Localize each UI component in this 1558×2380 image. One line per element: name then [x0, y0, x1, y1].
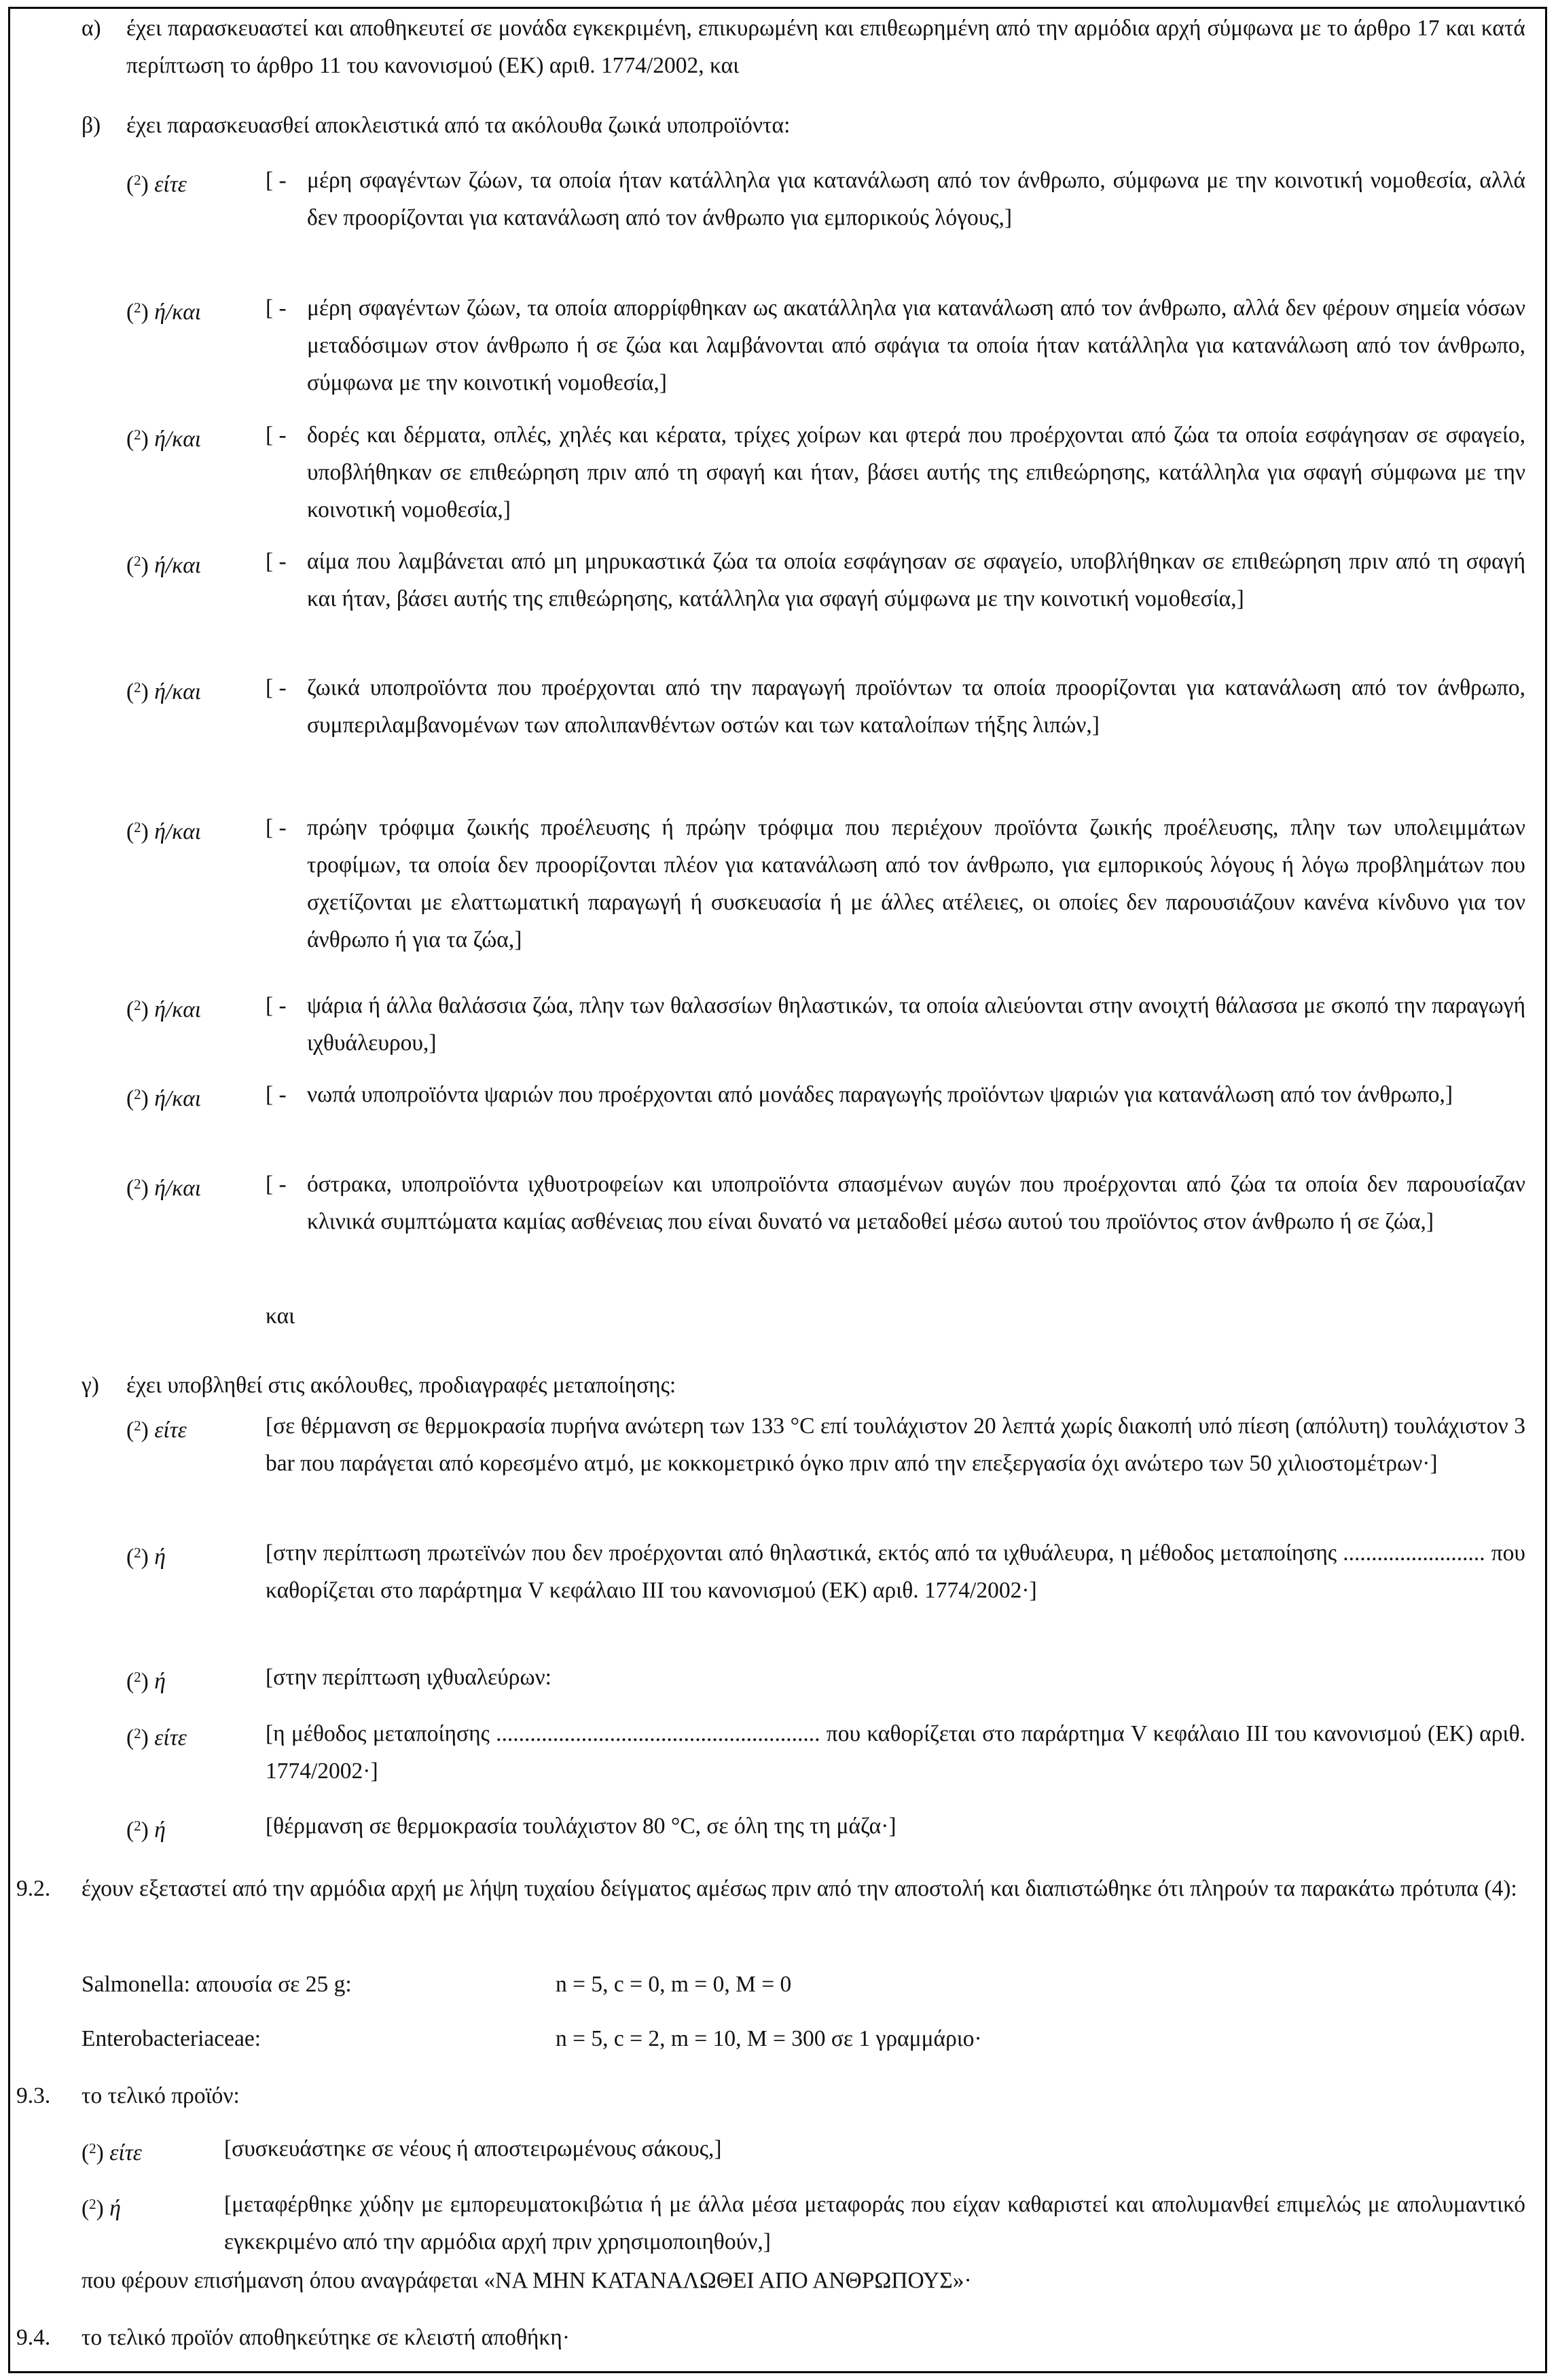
- section-9-3-footer: που φέρουν επισήμανση όπου αναγράφεται «ΝΑ ΜΗΝ ΚΑΤΑΝΑΛΩΘΕΙ ΑΠΟ ΑΝΘΡΩΠΟΥΣ»·: [81, 2268, 972, 2293]
- item-a-label: α): [81, 16, 101, 41]
- byproduct-item-text: μέρη σφαγέντων ζώων, τα οποία ήταν κατάλληλα για κατανάλωση από τον άνθρωπο, σύμφωνα με την κοινοτική νομοθεσία, αλλά δεν προορίζονται για κατανάλωση από τον άνθρωπο για εμπορικούς λόγους,]: [307, 168, 1525, 230]
- byproduct-item-text: δορές και δέρματα, οπλές, χηλές και κέρατα, τρίχες χοίρων και φτερά που προέρχονται από ζώα τα οποία εσφάγησαν σε σφαγείο, υποβλήθηκαν σε επιθεώρηση πριν από τη σφαγή και ήταν, βάσει αυτής της επιθεώρησης, κατάλληλα για σφαγή σύμφωνα με την κοινοτική νομοθεσία,]: [307, 422, 1525, 522]
- processing-item-text: [στην περίπτωση πρωτεϊνών που δεν προέρχονται από θηλαστικά, εκτός από τα ιχθυάλευρα, η μέθοδος μεταποίησης ......................... που καθορίζεται στο παράρτημα V κεφάλαιο III του κανονισμού (ΕΚ) αριθ. 1774/2002·]: [266, 1540, 1525, 1603]
- byproduct-item-bracket: [ -: [266, 1082, 287, 1107]
- enterobacteriaceae-name: Enterobacteriaceae:: [81, 2026, 261, 2051]
- footnote-ref: 2: [134, 997, 141, 1013]
- connector-word: είτε: [109, 2140, 142, 2165]
- processing-item-connector: ($^2$) ή: [126, 1818, 166, 1843]
- footnote-ref: 2: [134, 1418, 141, 1434]
- byproduct-item-connector: ($^2$) είτε: [126, 172, 187, 197]
- byproduct-item-bracket: [ -: [266, 549, 287, 574]
- byproduct-item-bracket: [ -: [266, 168, 287, 193]
- connector-word: ή: [154, 1818, 166, 1843]
- byproduct-item-bracket: [ -: [266, 815, 287, 840]
- connector-word: ή/και: [154, 300, 202, 325]
- section-9-3-text: το τελικό προϊόν:: [81, 2083, 240, 2108]
- byproduct-item-bracket: [ -: [266, 295, 287, 321]
- footnote-ref: 2: [134, 1086, 141, 1102]
- connector-word: ή: [154, 1545, 166, 1570]
- section-9-4-text: το τελικό προϊόν αποθηκεύτηκε σε κλειστή αποθήκη·: [81, 2325, 570, 2350]
- footnote-ref: 2: [134, 1818, 141, 1834]
- enterobacteriaceae-value: n = 5, c = 2, m = 10, M = 300 σε 1 γραμμάριο·: [556, 2026, 982, 2051]
- connector-word: ή/και: [154, 1176, 202, 1201]
- footnote-ref: 2: [89, 2140, 96, 2157]
- byproduct-item-connector: ($^2$) ή/και: [126, 1176, 202, 1201]
- byproduct-item-bracket: [ -: [266, 675, 287, 700]
- byproduct-item-connector: ($^2$) ή/και: [126, 997, 202, 1022]
- item-b-text: έχει παρασκευασθεί αποκλειστικά από τα ακόλουθα ζωικά υποπροϊόντα:: [126, 113, 791, 138]
- section-9-2-text: [81, 1870, 1525, 1907]
- packaging-item-connector: ($^2$) είτε: [81, 2140, 142, 2165]
- processing-item-connector: ($^2$) είτε: [126, 1725, 187, 1750]
- byproduct-item-bracket: [ -: [266, 422, 287, 448]
- connector-word: ή/και: [154, 1086, 202, 1111]
- byproduct-item-bracket: [ -: [266, 993, 287, 1018]
- byproduct-item-text: αίμα που λαμβάνεται από μη μηρυκαστικά ζώα τα οποία εσφάγησαν σε σφαγείο, υποβλήθηκαν σε επιθεώρηση πριν από τη σφαγή και ήταν, βάσει αυτής της επιθεώρησης, κατάλληλα για σφαγή σύμφωνα με την κοινοτική νομοθεσία,]: [307, 549, 1525, 611]
- and-connector: και: [266, 1303, 295, 1329]
- processing-item-text: [η μέθοδος μεταποίησης ......................................................... που καθορίζεται στο παράρτημα V κεφάλαιο III του κανονισμού (ΕΚ) αριθ. 1774/2002·]: [266, 1721, 1525, 1784]
- connector-word: είτε: [154, 172, 187, 197]
- byproduct-item-connector: ($^2$) ή/και: [126, 679, 202, 704]
- footnote-ref: 2: [134, 819, 141, 835]
- connector-word: ή/και: [154, 997, 202, 1022]
- footnote-ref: 2: [134, 679, 141, 696]
- footnote-ref: 2: [134, 172, 141, 188]
- footnote-ref: 2: [134, 1669, 141, 1685]
- byproduct-item-connector: ($^2$) ή/και: [126, 300, 202, 325]
- footnote-ref: 2: [89, 2196, 96, 2212]
- byproduct-item-connector: ($^2$) ή/και: [126, 427, 202, 452]
- byproduct-item-connector: ($^2$) ή/και: [126, 553, 202, 578]
- salmonella-name: Salmonella: απουσία σε 25 g:: [81, 1972, 352, 1997]
- connector-word: είτε: [154, 1418, 187, 1443]
- connector-word: ή/και: [154, 553, 202, 578]
- connector-word: ή/και: [154, 819, 202, 844]
- connector-word: είτε: [154, 1725, 187, 1750]
- item-a-text: έχει παρασκευαστεί και αποθηκευτεί σε μονάδα εγκεκριμένη, επικυρωμένη και επιθεωρημένη από την αρμόδια αρχή σύμφωνα με το άρθρο 17 και κατά περίπτωση το άρθρο 11 του κανονισμού (ΕΚ) αριθ. 1774/2002, και: [126, 16, 1525, 78]
- footnote-ref: 2: [134, 300, 141, 316]
- footnote-ref: 2: [134, 553, 141, 569]
- footnote-ref: 2: [134, 1725, 141, 1742]
- byproduct-item-text: νωπά υποπροϊόντα ψαριών που προέρχονται από μονάδες παραγωγής προϊόντων ψαριών για κατανάλωση από τον άνθρωπο,]: [307, 1082, 1453, 1107]
- item-c-label: γ): [81, 1373, 99, 1398]
- byproduct-item-text: μέρη σφαγέντων ζώων, τα οποία απορρίφθηκαν ως ακατάλληλα για κατανάλωση από τον άνθρωπο, αλλά δεν φέρουν σημεία νόσων μεταδόσιμων στον άνθρωπο ή σε ζώα και λαμβάνονται από σφάγια τα οποία ήταν κατάλληλα για κατανάλωση από τον άνθρωπο, σύμφωνα με την κοινοτική νομοθεσία,]: [307, 295, 1525, 395]
- byproduct-item-text: πρώην τρόφιμα ζωικής προέλευσης ή πρώην τρόφιμα που περιέχουν προϊόντα ζωικής προέλευσης, πλην των υπολειμμάτων τροφίμων, τα οποία δεν προορίζονται πλέον για κατανάλωση από τον άνθρωπο, για εμπορικούς λόγους ή λόγω προβλημάτων που σχετίζονται με ελαττωματική παραγωγή ή συσκευασία ή με άλλες ατέλειες, οι οποίες δεν παρουσιάζουν κανένα κίνδυνο για τον άνθρωπο ή για τα ζώα,]: [307, 815, 1525, 952]
- footnote-ref: 2: [134, 427, 141, 443]
- connector-word: ή/και: [154, 679, 202, 704]
- section-9-4-number: 9.4.: [16, 2325, 51, 2350]
- connector-word: ή: [109, 2196, 121, 2221]
- byproduct-item-connector: ($^2$) ή/και: [126, 819, 202, 844]
- processing-item-text: [σε θέρμανση σε θερμοκρασία πυρήνα ανώτερη των 133 °C επί τουλάχιστον 20 λεπτά χωρίς διακοπή υπό πίεση (απόλυτη) τουλάχιστον 3 bar που παράγεται από κορεσμένο ατμό, με κοκκομετρικό όγκο πριν από την επεξεργασία όχι ανώτερο των 50 χιλιοστομέτρων·]: [266, 1413, 1525, 1476]
- packaging-item-text: [μεταφέρθηκε χύδην με εμπορευματοκιβώτια ή με άλλα μέσα μεταφοράς που είχαν καθαριστεί και απολυμανθεί επιμελώς με απολυμαντικό εγκεκριμένο από την αρμόδια αρχή πριν χρησιμοποιηθούν,]: [224, 2192, 1525, 2254]
- byproduct-item-connector: ($^2$) ή/και: [126, 1086, 202, 1111]
- section-9-2-body: έχουν εξεταστεί από την αρμόδια αρχή με λήψη τυχαίου δείγματος αμέσως πριν από την αποστολή και διαπιστώθηκε ότι πληρούν τα παρακάτω πρότυπα (4):: [81, 1876, 1517, 1901]
- footnote-ref: 2: [134, 1545, 141, 1561]
- processing-item-connector: ($^2$) ή: [126, 1545, 166, 1570]
- processing-item-connector: ($^2$) ή: [126, 1669, 166, 1694]
- byproduct-item-text: ζωικά υποπροϊόντα που προέρχονται από την παραγωγή προϊόντων τα οποία προορίζονται για κατανάλωση από τον άνθρωπο, συμπεριλαμβανομένων των απολιπανθέντων οστών και των καταλοίπων τήξης λιπών,]: [307, 675, 1525, 738]
- byproduct-item-text: όστρακα, υποπροϊόντα ιχθυοτροφείων και υποπροϊόντα σπασμένων αυγών που προέρχονται από ζώα τα οποία δεν παρουσίαζαν κλινικά συμπτώματα καμίας ασθένειας που είναι δυνατό να μεταδοθεί μέσω αυτού του προϊόντος στον άνθρωπο ή σε ζώα,]: [307, 1172, 1525, 1234]
- connector-word: ή/και: [154, 427, 202, 452]
- item-c-text: έχει υποβληθεί στις ακόλουθες, προδιαγραφές μεταποίησης:: [126, 1373, 676, 1398]
- processing-item-text: [στην περίπτωση ιχθυαλεύρων:: [266, 1665, 551, 1690]
- byproduct-item-bracket: [ -: [266, 1172, 287, 1197]
- section-9-2-number: 9.2.: [16, 1876, 51, 1901]
- packaging-item-text: [συσκευάστηκε σε νέους ή αποστειρωμένους σάκους,]: [224, 2136, 722, 2161]
- processing-item-connector: ($^2$) είτε: [126, 1418, 187, 1443]
- salmonella-value: n = 5, c = 0, m = 0, M = 0: [556, 1972, 792, 1997]
- section-9-3-number: 9.3.: [16, 2083, 51, 2108]
- packaging-item-connector: ($^2$) ή: [81, 2196, 121, 2221]
- footnote-ref: 2: [134, 1176, 141, 1192]
- byproduct-item-text: ψάρια ή άλλα θαλάσσια ζώα, πλην των θαλασσίων θηλαστικών, τα οποία αλιεύονται στην ανοιχτή θάλασσα με σκοπό την παραγωγή ιχθυάλευρου,]: [307, 993, 1525, 1056]
- processing-item-text: [θέρμανση σε θερμοκρασία τουλάχιστον 80 °C, σε όλη της τη μάζα·]: [266, 1814, 896, 1839]
- connector-word: ή: [154, 1669, 166, 1694]
- item-b-label: β): [81, 113, 101, 138]
